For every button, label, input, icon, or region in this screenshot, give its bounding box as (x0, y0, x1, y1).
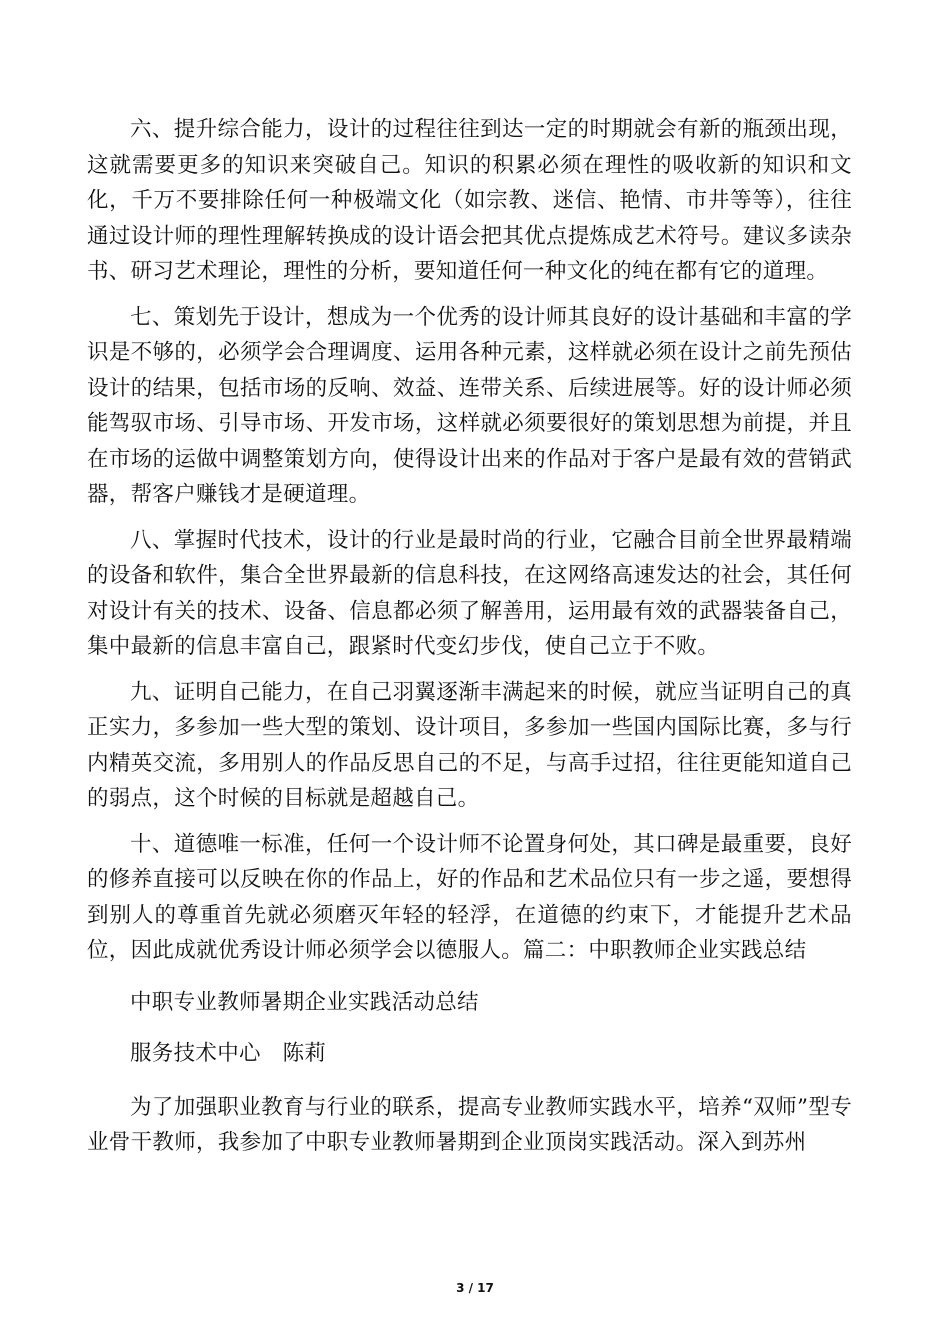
author-line: 服务技术中心 陈莉 (130, 1041, 327, 1066)
paragraph-6: 六、提升综合能力，设计的过程往往到达一定的时期就会有新的瓶颈出现，这就需要更多的知识来突破自己。知识的积累必须在理性的吸收新的知识和文化，千万不要排除任何一种极端文化（如宗教、迷信、艳情、市井等等），往往通过设计师的理性理解转换成的设计语会把其优点提炼成艺术符号。建议多读杂书、研习艺术理论，理性的分析，要知道任何一种文化的纯在都有它的道理。 (87, 117, 852, 284)
document-body (87, 112, 852, 1171)
section-title: 中职专业教师暑期企业实践活动总结 (130, 989, 479, 1015)
paragraph-7: 七、策划先于设计，想成为一个优秀的设计师其良好的设计基础和丰富的学识是不够的，必须学会合理调度、运用各种元素，这样就必须在设计之前先预估设计的结果，包括市场的反响、效益、连带关系、后续进展等。好的设计师必须能驾驭市场、引导市场、开发市场，这样就必须要很好的策划思想为前提，并且在市场的运做中调整策划方向，使得设计出来的作品对于客户是最有效的营销武器，帮客户赚钱才是硬道理。 (87, 304, 852, 507)
intro-paragraph: 为了加强职业教育与行业的联系，提高专业教师实践水平，培养“双师”型专业骨干教师，我参加了中职专业教师暑期到企业顶岗实践活动。深入到苏州 (87, 1094, 852, 1155)
paragraph-9: 九、证明自己能力，在自己羽翼逐渐丰满起来的时候，就应当证明自己的真正实力，多参加一些大型的策划、设计项目，多参加一些国内国际比赛，多与行内精英交流，多用别人的作品反思自己的不足，与高手过招，往往更能知道自己的弱点，这个时候的目标就是超越自己。 (87, 679, 852, 811)
page-number: 3 / 17 (456, 1281, 494, 1295)
paragraph-8: 八、掌握时代技术，设计的行业是最时尚的行业，它融合目前全世界最精端的设备和软件，集合全世界最新的信息科技，在这网络高速发达的社会，其任何对设计有关的技术、设备、信息都必须了解善用，运用最有效的武器装备自己，集中最新的信息丰富自己，跟紧时代变幻步伐，使自己立于不败。 (87, 527, 852, 659)
paragraph-10: 十、道德唯一标准，任何一个设计师不论置身何处，其口碑是最重要，良好的修养直接可以反映在你的作品上，好的作品和艺术品位只有一步之遥，要想得到别人的尊重首先就必须磨灭年轻的轻浮，在道德的约束下，才能提升艺术品位，因此成就优秀设计师必须学会以德服人。篇二：中职教师企业实践总结 (87, 831, 852, 963)
